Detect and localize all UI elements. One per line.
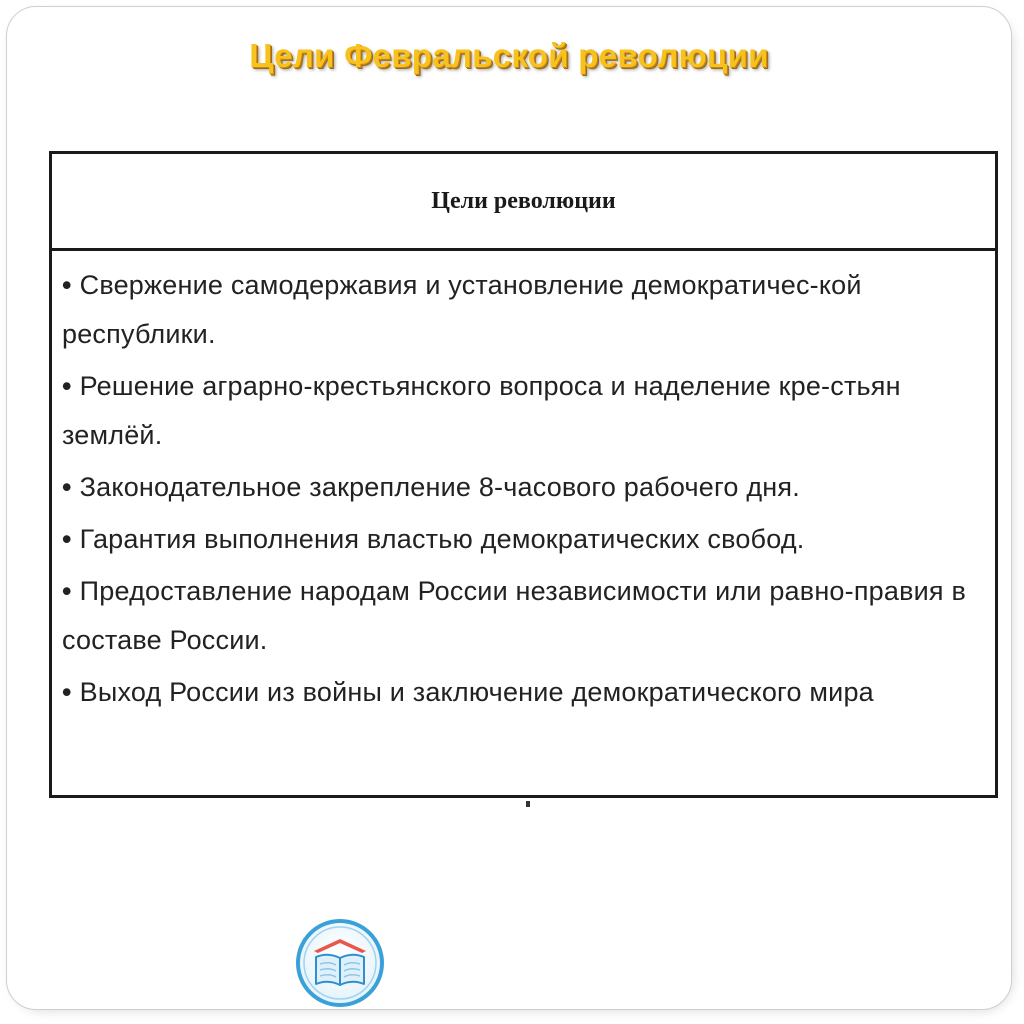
goals-list bbox=[52, 251, 995, 717]
bullet-icon: • bbox=[62, 270, 72, 300]
bullet-icon: • bbox=[62, 576, 72, 606]
bullet-icon: • bbox=[62, 677, 72, 707]
goal-text: Законодательное закрепление 8-часового рабочего дня. bbox=[79, 472, 800, 502]
open-book-icon bbox=[294, 917, 386, 1009]
goals-table bbox=[49, 151, 998, 798]
slide bbox=[6, 6, 1012, 1010]
slide-title: Цели Февральской революции bbox=[249, 37, 769, 74]
goal-item bbox=[62, 567, 987, 665]
table-header: Цели революции bbox=[52, 154, 995, 251]
goal-item bbox=[62, 261, 987, 359]
bullet-icon: • bbox=[62, 524, 72, 554]
goal-text: Свержение самодержавия и установление демократичес-кой республики. bbox=[62, 270, 862, 349]
goal-item bbox=[62, 668, 987, 717]
goal-item bbox=[62, 515, 987, 564]
bullet-icon: • bbox=[62, 371, 72, 401]
scan-mark bbox=[526, 801, 530, 807]
goal-item bbox=[62, 463, 987, 512]
goal-text: Предоставление народам России независимости или равно-правия в составе России. bbox=[62, 576, 966, 655]
goal-text: Решение аграрно-крестьянского вопроса и наделение кре-стьян землёй. bbox=[62, 371, 901, 450]
bullet-icon: • bbox=[62, 472, 72, 502]
goal-text: Гарантия выполнения властью демократических свобод. bbox=[79, 524, 805, 554]
goal-text: Выход России из войны и заключение демократического мира bbox=[79, 677, 874, 707]
goal-item bbox=[62, 362, 987, 460]
